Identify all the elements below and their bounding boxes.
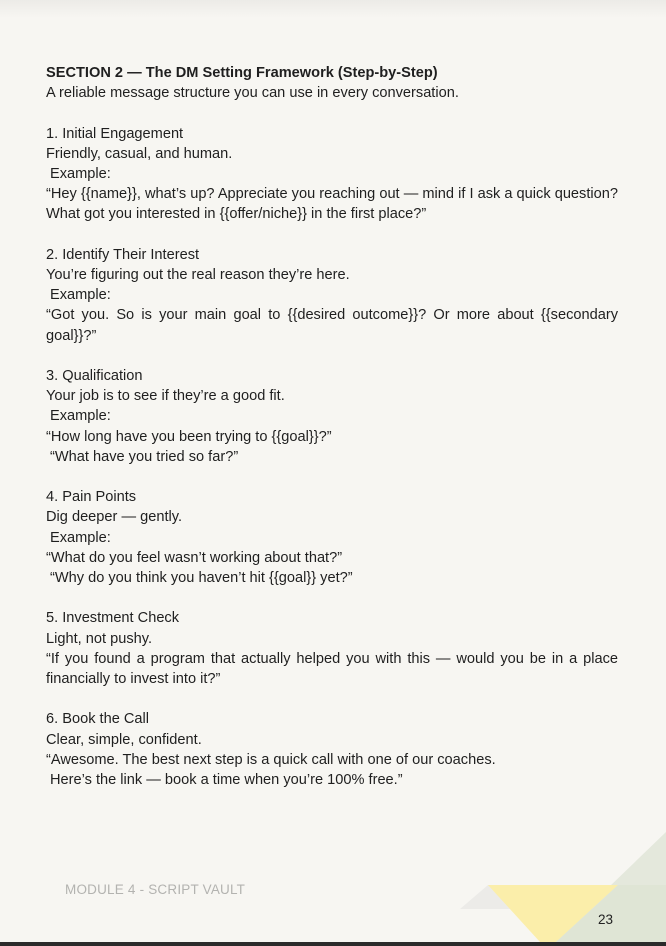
step-note: Your job is to see if they’re a good fit. <box>46 388 285 405</box>
example-label: Example: <box>50 287 111 304</box>
step-heading: 2. Identify Their Interest <box>46 246 200 263</box>
example-label: Example: <box>50 166 111 182</box>
example-text: “What do you feel wasn’t working about that?” <box>46 549 343 566</box>
step-heading: 5. Investment Check <box>46 610 180 627</box>
example-text: “Hey {{name}}, what’s up? Appreciate you reaching out — mind if I ask a quick question? What got you interested in {{offer/niche}} in the first place?” <box>46 186 618 223</box>
example-text: “Awesome. The best next step is a quick call with one of our coaches. <box>46 751 496 768</box>
page-number: 23 <box>598 912 614 927</box>
step-note: Clear, simple, confident. <box>46 731 202 748</box>
bottom-rule <box>0 942 666 946</box>
footer-module-label: MODULE 4 - SCRIPT VAULT <box>65 882 246 897</box>
step-heading: 1. Initial Engagement <box>46 125 184 142</box>
example-label: Example: <box>50 408 111 425</box>
step-note: Friendly, casual, and human. <box>46 145 233 162</box>
document-body <box>46 63 618 790</box>
example-text: “Why do you think you haven’t hit {{goal}} yet?” <box>50 570 353 587</box>
step-heading: 4. Pain Points <box>46 489 137 506</box>
step-heading: 6. Book the Call <box>46 711 150 728</box>
example-text: “How long have you been trying to {{goal}}?” <box>46 428 332 445</box>
step-note: Light, not pushy. <box>46 630 153 647</box>
example-text: Here’s the link — book a time when you’re 100% free.” <box>50 772 403 789</box>
example-label: Example: <box>50 529 111 546</box>
example-text: “If you found a program that actually helped you with this — would you be in a place financially to invest into it?” <box>46 650 618 688</box>
section-subtitle: A reliable message structure you can use in every conversation. <box>46 85 459 102</box>
step-note: You’re figuring out the real reason they’re here. <box>46 267 350 283</box>
example-text: “What have you tried so far?” <box>50 448 239 465</box>
section-title: SECTION 2 — The DM Setting Framework (Step-by-Step) <box>46 65 438 81</box>
step-note: Dig deeper — gently. <box>46 509 183 526</box>
step-heading: 3. Qualification <box>46 368 143 384</box>
example-text: “Got you. So is your main goal to {{desired outcome}}? Or more about {{secondary goal}}?” <box>46 307 618 344</box>
